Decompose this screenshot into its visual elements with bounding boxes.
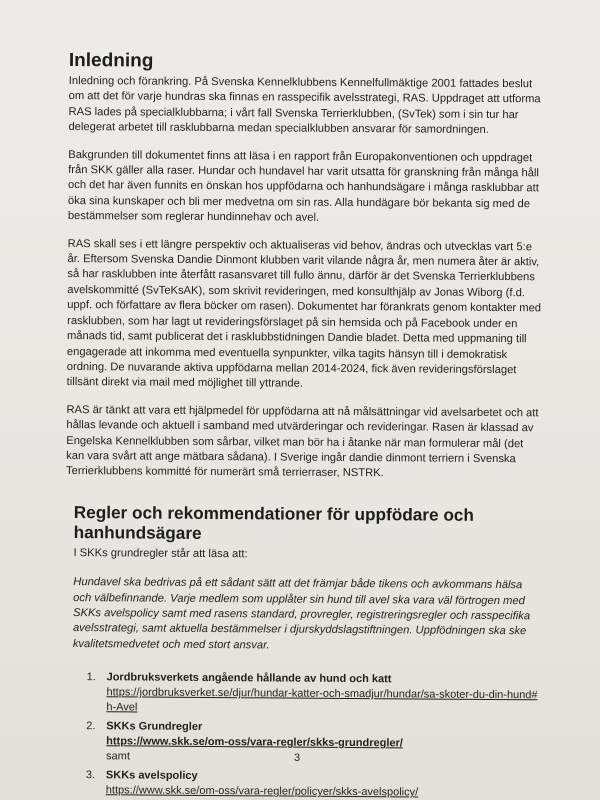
reference-number: 2. xyxy=(86,720,96,733)
paragraph-intro: Inledning och förankring. På Svenska Kennelklubbens Kennelfullmäktige 2001 fattades beslut om att det för varje hundras ska finnas en rasspecifik avelsstrategi, RAS. Uppdraget att utforma RAS lades på specialklubbarna; i vårt fall Svenska Terrierklubben, (SvTek) som i sin tur har delegerat arbetet till rasklubbarna medan specialklubben ansvarar för samordningen. xyxy=(68,74,541,137)
reference-title: Jordbruksverkets angående hållande av hund och katt xyxy=(106,671,392,686)
reference-item xyxy=(72,670,542,718)
reference-item xyxy=(72,768,542,800)
reference-number: 3. xyxy=(85,769,96,782)
reference-link[interactable]: https://jordbruksverket.se/djur/hundar-katter-och-smadjur/hundar/sa-skoter-du-din-hund#h-Avel xyxy=(106,686,538,714)
skk-quote: Hundavel ska bedrivas på ett sådant sätt att det främjar både tikens och avkommans hälsa och välbefinnande. Varje medlem som upplåter sin hund till avel ska vara väl förtrogen med SKKs avelspolicy samt med rasens standard, provregler, registreringsregler och rasspecifika avelsstrategi, samt aktuella bestämmelser i djurskyddslagstiftningen. Uppfödningen ska ske kvalitetsmedvetet och med stort ansvar. xyxy=(72,576,531,652)
page-number: 3 xyxy=(294,752,301,764)
reference-title: SKKs Grundregler xyxy=(106,720,203,734)
page-content xyxy=(64,50,547,800)
paragraph-background: Bakgrunden till dokumentet finns att läsa i en rapport från Europakonventionen och uppdraget från SKK gäller alla raser. Hundar och hundavel har varit utsatta för granskning från många håll och det har även funnits en önskan hos uppfödarna och hanhundsägare i många rasklubbar att öka sina kunskaper och bli mer medvetna om sin ras. Alla hundägare bör bekanta sig med de bestämmelser som reglerar hundinnehav och avel. xyxy=(67,148,539,224)
reference-note: samt xyxy=(106,750,130,763)
section-heading-inledning: Inledning xyxy=(68,50,154,72)
quote-intro: I SKKs grundregler står att läsa att: xyxy=(73,546,248,561)
reference-item xyxy=(72,719,542,767)
reference-list xyxy=(72,670,543,800)
reference-title: SKKs avelspolicy xyxy=(105,769,198,783)
reference-number: 1. xyxy=(86,671,96,684)
reference-link[interactable]: https://www.skk.se/om-oss/vara-regler/policyer/skks-avelspolicy/ xyxy=(105,784,419,799)
section-heading-regler: Regler och rekommendationer för uppfödare och hanhundsägare xyxy=(73,501,474,543)
paragraph-ras-revision: RAS skall ses i ett längre perspektiv och aktualiseras vid behov, ändras och utvecklas vart 5:e år. Eftersom Svenska Dandie Dinmont klubben varit vilande några år, men numera åter är aktiv, så har rasklubben inte återfått rasansvaret till fullo ännu, därför är det Svenska Terrierklubbens avelskommitté (SvTeKsAK), som skrivit revideringen, med konsulthjälp av Jonas Wiborg (f.d. uppf. och författare av flera böcker om rasen). Dokumentet har förankrats genom kontakter med rasklubben, som har lagt ut revideringsförslaget på sin hemsida och på Facebook under en månads tid, samt publicerat det i rasklubbstidningen Dandie bladet. Detta med uppmaning till engagerade att inkomma med eventuella synpunkter, vilka tagits hänsyn till i demokratisk ordning. De nuvarande aktiva uppfödarna mellan 2014-2024, fick även revideringsförslaget tillsänt direkt via mail med möjlighet till yttrande. xyxy=(66,237,542,390)
reference-link[interactable]: https://www.skk.se/om-oss/vara-regler/skks-grundregler/ xyxy=(106,735,403,750)
paragraph-ras-purpose: RAS är tänkt att vara ett hjälpmedel för uppfödarna att nå målsättningar vid avelsarbetet och att hållas levande och aktuell i samband med utvärderingar och revideringar. Rasen är klassad av Engelska Kennelklubben som sårbar, vilket man bör ha i åtanke när man formulerar mål (det kan vara svårt att ange mätbara sådana). I Sverige ingår dandie dinmont terriern i Svenska Terrierklubbens kommitté för numerärt små terrierraser, NSTRK. xyxy=(66,403,539,480)
